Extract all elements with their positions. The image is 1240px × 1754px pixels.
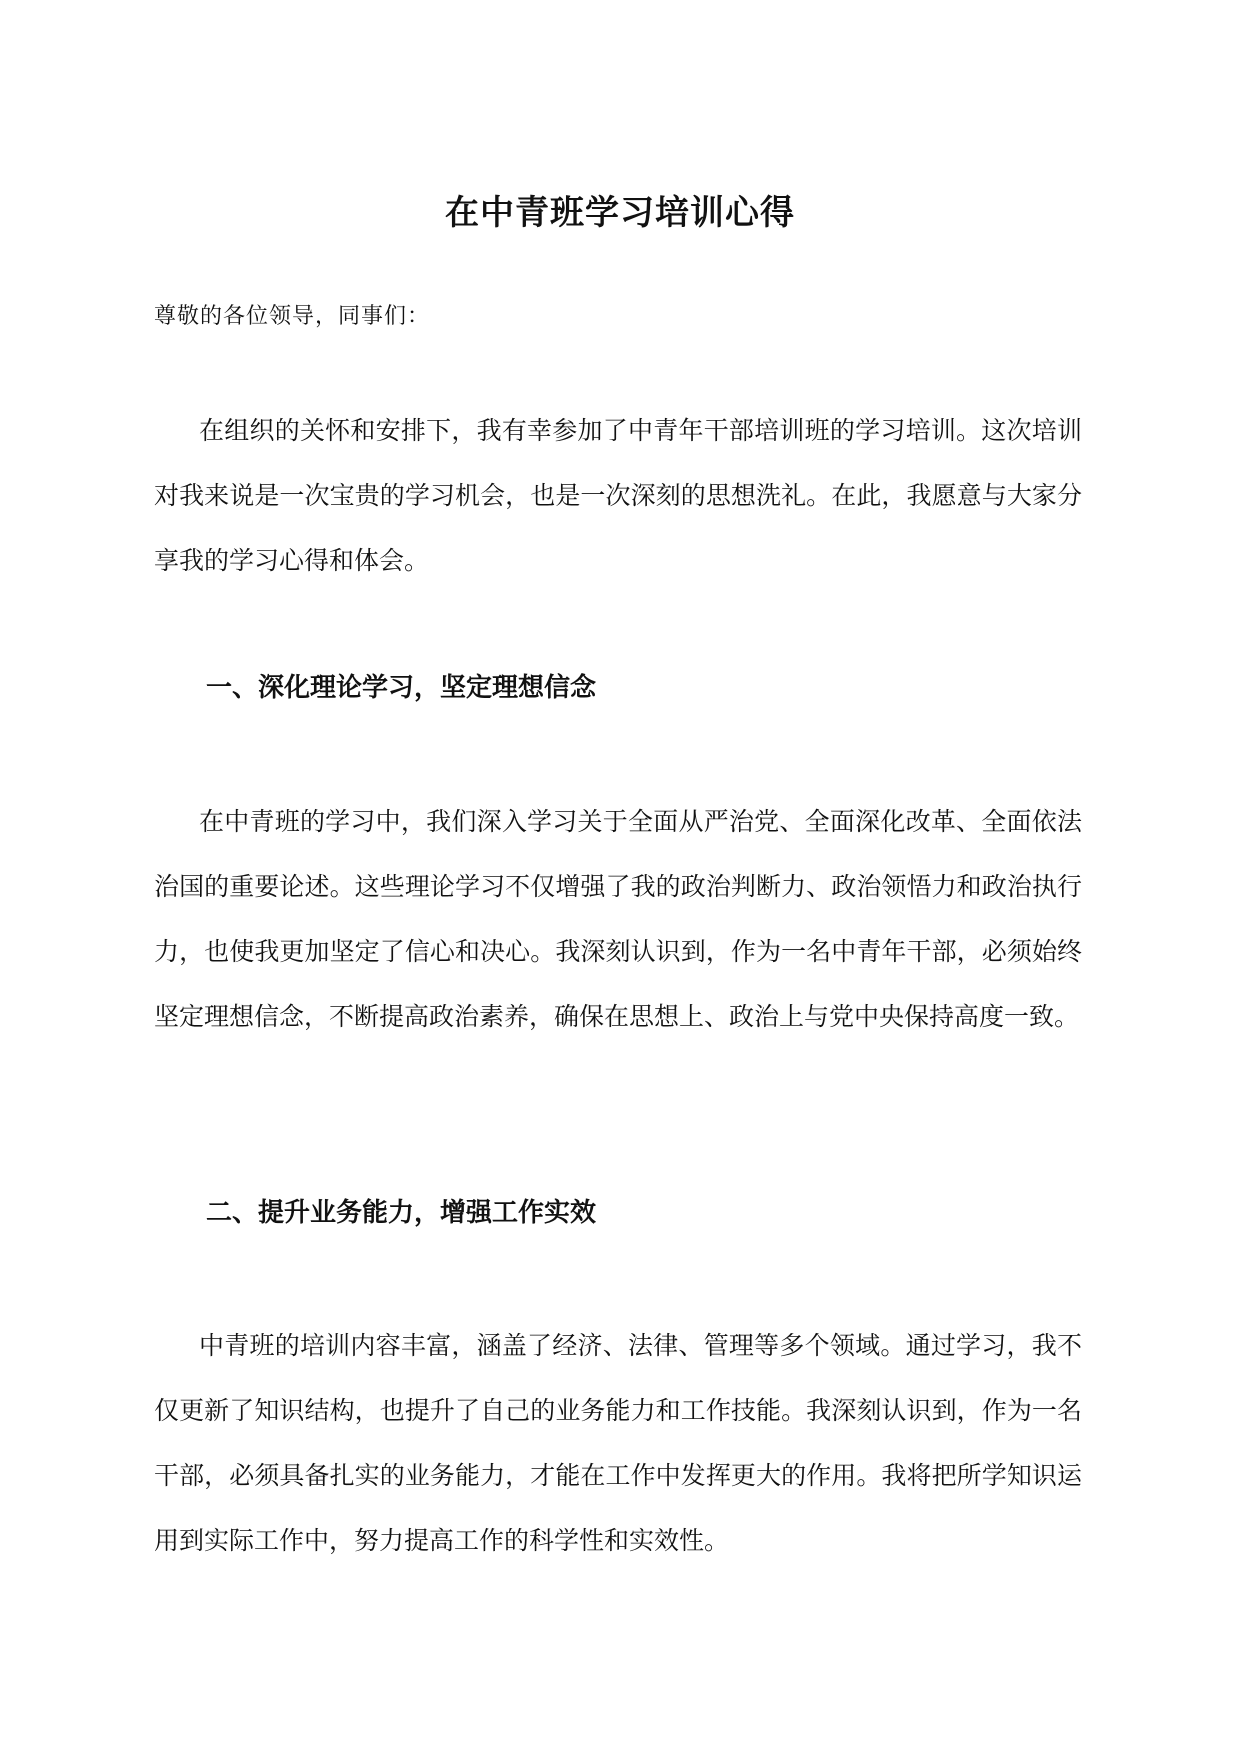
section-body-2: 中青班的培训内容丰富，涵盖了经济、法律、管理等多个领域。通过学习，我不仅更新了知识结构，也提升了自己的业务能力和工作技能。我深刻认识到，作为一名干部，必须具备扎实的业务能力，才能在工作中发挥更大的作用。我将把所学知识运用到实际工作中，努力提高工作的科学性和实效性。 [154, 1331, 1082, 1555]
section-heading-1: 一、深化理论学习，坚定理想信念 [206, 673, 597, 703]
intro-paragraph: 在组织的关怀和安排下，我有幸参加了中青年干部培训班的学习培训。这次培训对我来说是一次宝贵的学习机会，也是一次深刻的思想洗礼。在此，我愿意与大家分享我的学习心得和体会。 [154, 416, 1082, 575]
section-heading-2: 二、提升业务能力，增强工作实效 [206, 1198, 597, 1228]
salutation: 尊敬的各位领导，同事们： [154, 304, 431, 329]
document-title: 在中青班学习培训心得 [445, 193, 795, 233]
section-body-1: 在中青班的学习中，我们深入学习关于全面从严治党、全面深化改革、全面依法治国的重要论述。这些理论学习不仅增强了我的政治判断力、政治领悟力和政治执行力，也使我更加坚定了信心和决心。我深刻认识到，作为一名中青年干部，必须始终坚定理想信念，不断提高政治素养，确保在思想上、政治上与党中央保持高度一致。 [154, 807, 1082, 1031]
